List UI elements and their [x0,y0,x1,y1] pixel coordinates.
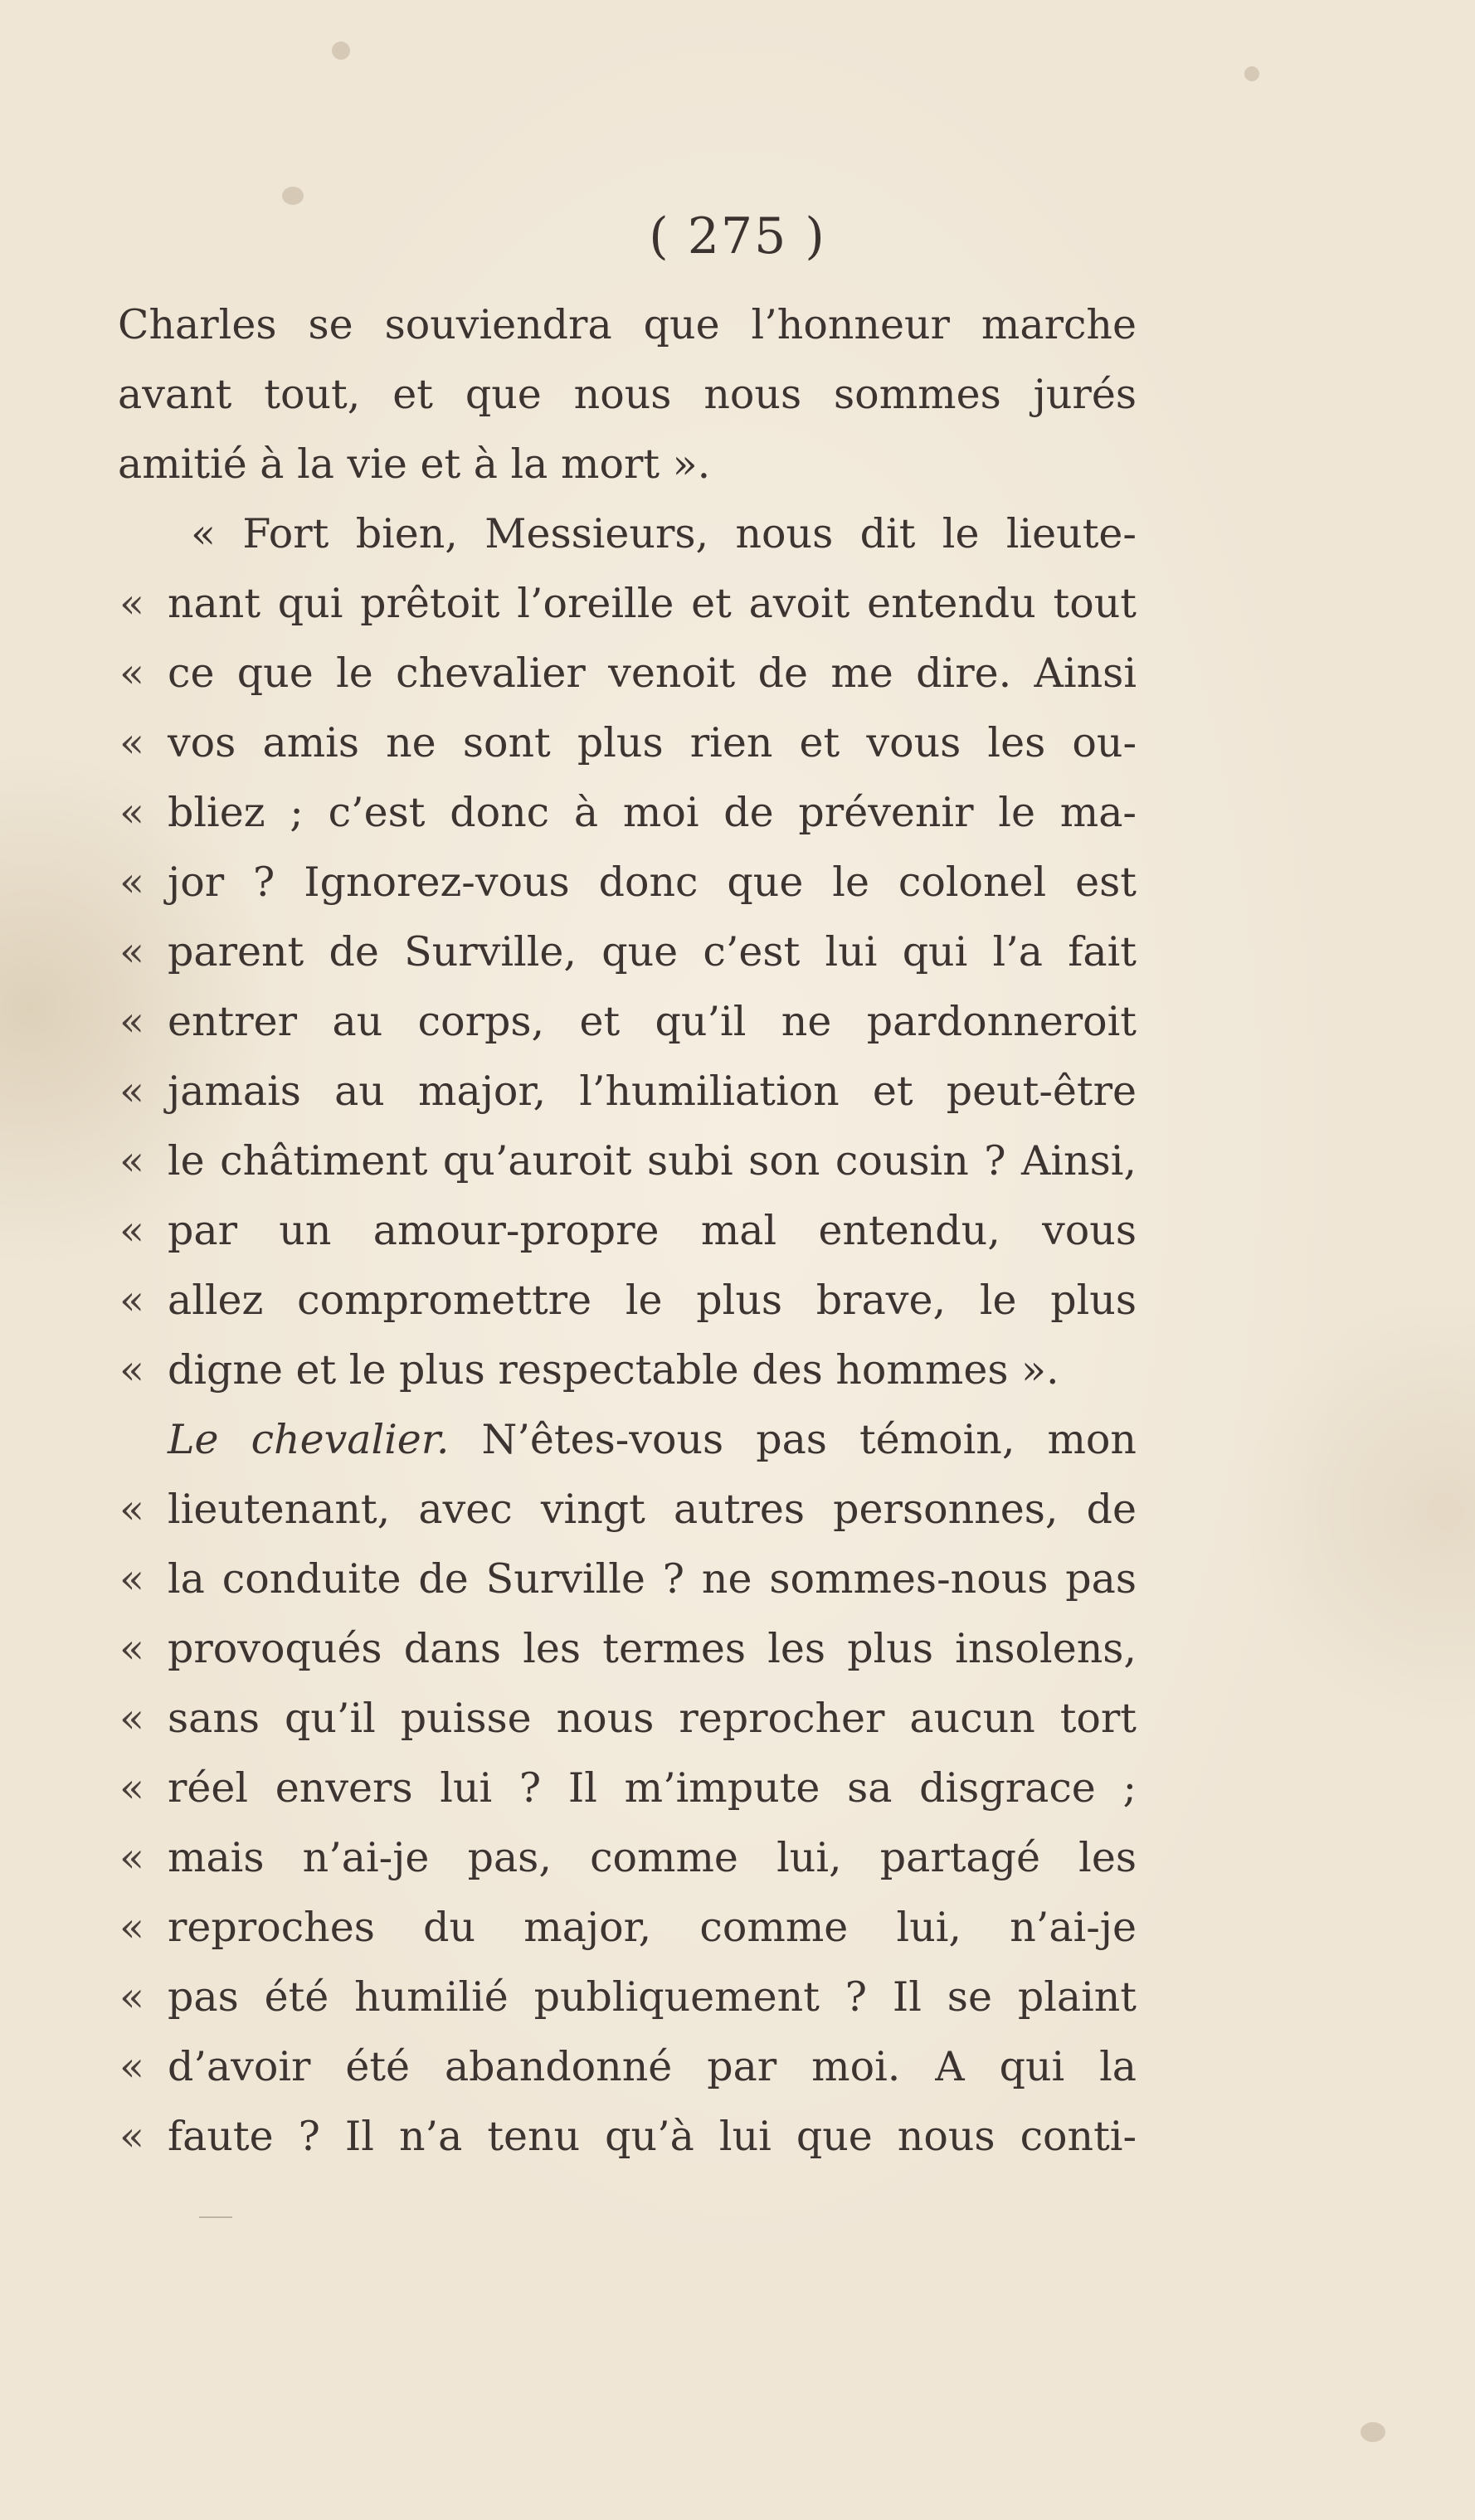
speaker-name: Le chevalier. [168,1416,450,1463]
text-line [91,290,1137,360]
text-line [91,1126,1137,1196]
quote-mark: « [119,998,144,1045]
paper-stain [282,187,304,205]
text-line [91,1754,1137,1823]
text-line [91,1057,1137,1126]
line-text: sans qu’il puisse nous reprocher aucun tort [168,1695,1137,1742]
text-line [91,917,1137,987]
text-line [91,1823,1137,1893]
line-text: parent de Surville, que c’est lui qui l’a fait [168,928,1137,975]
line-text: faute ? Il n’a tenu qu’à lui que nous conti- [168,2113,1137,2160]
text-line [91,360,1137,430]
quote-mark: « [119,649,144,697]
quote-mark: « [119,859,144,906]
quote-mark: « [119,1973,144,2021]
paper-stain [332,41,350,60]
quote-mark: « [119,1346,144,1394]
line-text: amitié à la vie et à la mort ». [118,440,711,488]
line-text: avant tout, et que nous nous sommes jurés [118,371,1137,418]
quote-mark: « [119,928,144,975]
quote-mark: « [119,580,144,627]
text-line [91,778,1137,848]
text-line [91,708,1137,778]
text-line [91,1893,1137,1963]
text-line [91,2032,1137,2102]
line-text: bliez ; c’est donc à moi de prévenir le ma- [168,789,1137,836]
text-line [91,1475,1137,1545]
text-line [91,2102,1137,2172]
text-line [91,1196,1137,1266]
quote-mark: « [119,2043,144,2090]
text-line [91,569,1137,639]
quote-mark: « [119,1137,144,1185]
text-line [91,1335,1137,1405]
quote-mark: « [119,1764,144,1812]
line-text: le châtiment qu’auroit subi son cousin ? Ainsi, [168,1137,1137,1185]
text-line [91,987,1137,1057]
text-line [91,1545,1137,1614]
quote-mark: « [119,1555,144,1603]
line-text: mais n’ai-je pas, comme lui, partagé les [168,1834,1137,1881]
line-text: reproches du major, comme lui, n’ai-je [168,1904,1137,1951]
dialogue-line [168,1405,1137,1475]
text-line [91,1614,1137,1684]
line-text: la conduite de Surville ? ne sommes-nous pas [168,1555,1137,1603]
line-text: digne et le plus respectable des hommes ». [168,1346,1059,1394]
line-text: « Fort bien, Messieurs, nous dit le lieute- [191,510,1137,557]
quote-mark: « [119,1625,144,1672]
line-text: provoqués dans les termes les plus insolens, [168,1625,1137,1672]
line-text: entrer au corps, et qu’il ne pardonneroit [168,998,1137,1045]
quote-mark: « [119,1904,144,1951]
quote-mark: « [119,2113,144,2160]
line-text: vos amis ne sont plus rien et vous les ou- [168,719,1137,766]
paper-stain [1244,66,1259,81]
line-text: pas été humilié publiquement ? Il se plaint [168,1973,1137,2021]
line-text: d’avoir été abandonné par moi. A qui la [168,2043,1137,2090]
line-text: par un amour-propre mal entendu, vous [168,1207,1137,1254]
page-number: ( 275 ) [649,207,826,265]
line-text: jor ? Ignorez-vous donc que le colonel est [168,859,1137,906]
text-line [91,1405,1137,1475]
line-text: N’êtes-vous pas témoin, mon [449,1416,1137,1463]
quote-mark: « [119,1277,144,1324]
body-text [91,290,1137,2172]
text-line [91,848,1137,917]
line-text: Charles se souviendra que l’honneur marche [118,301,1137,348]
text-line [91,430,1137,499]
line-text: nant qui prêtoit l’oreille et avoit entendu tout [168,580,1137,627]
quote-mark: « [119,719,144,766]
text-line [91,1266,1137,1335]
paper-stain [1361,2422,1385,2442]
text-line [91,1684,1137,1754]
line-text: lieutenant, avec vingt autres personnes, de [168,1486,1137,1533]
quote-mark: « [119,1207,144,1254]
text-line [91,639,1137,708]
quote-mark: « [119,1486,144,1533]
line-text: jamais au major, l’humiliation et peut-être [168,1068,1137,1115]
faint-mark [199,2216,232,2218]
line-text: allez compromettre le plus brave, le plus [168,1277,1137,1324]
text-line [91,1963,1137,2032]
quote-mark: « [119,1834,144,1881]
quote-mark: « [119,789,144,836]
quote-mark: « [119,1695,144,1742]
text-line [91,499,1137,569]
line-text: réel envers lui ? Il m’impute sa disgrace ; [168,1764,1137,1812]
line-text: ce que le chevalier venoit de me dire. Ainsi [168,649,1137,697]
quote-mark: « [119,1068,144,1115]
